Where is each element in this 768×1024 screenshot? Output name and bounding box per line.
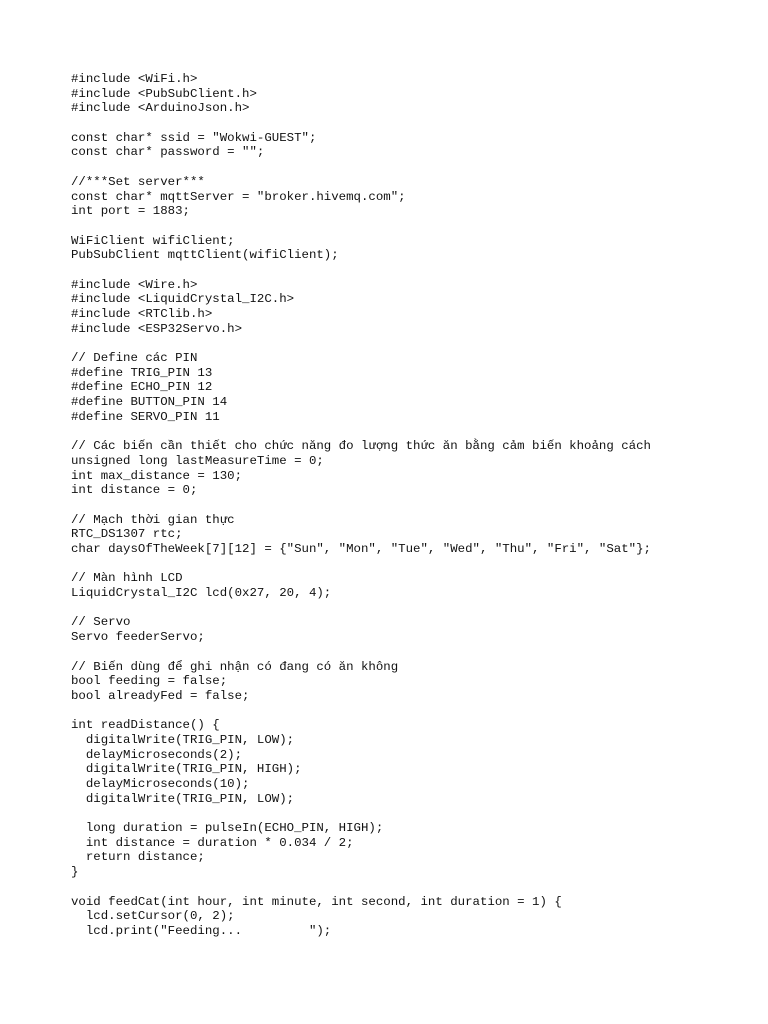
code-line: delayMicroseconds(2); (71, 747, 243, 762)
blank-line (71, 160, 651, 175)
blank-line (71, 116, 651, 131)
code-line: PubSubClient mqttClient(wifiClient); (71, 248, 339, 263)
code-line: return distance; (71, 850, 205, 865)
code-line: // Biến dùng để ghi nhận có đang có ăn không (71, 659, 399, 674)
code-line: delayMicroseconds(10); (71, 777, 250, 791)
code-line: RTC_DS1307 rtc; (71, 527, 183, 542)
code-line: int readDistance() { (71, 718, 220, 733)
code-line: char daysOfTheWeek[7][12] = {"Sun", "Mon", "Tue", "Wed", "Thu", "Fri", "Sat"}; (71, 542, 651, 556)
blank-line (71, 645, 651, 660)
code-line: const char* ssid = "Wokwi-GUEST"; (71, 130, 317, 145)
code-line: #define BUTTON_PIN 14 (71, 395, 228, 410)
code-line: digitalWrite(TRIG_PIN, LOW); (71, 732, 295, 747)
code-line: int distance = 0; (71, 483, 198, 498)
code-line: unsigned long lastMeasureTime = 0; (71, 453, 324, 468)
code-line: const char* password = ""; (71, 145, 265, 160)
code-line: #include <LiquidCrystal_I2C.h> (71, 292, 295, 307)
blank-line (71, 336, 651, 351)
code-line: int port = 1883; (71, 204, 190, 219)
code-line: LiquidCrystal_I2C lcd(0x27, 20, 4); (71, 586, 332, 601)
blank-line (71, 219, 651, 234)
blank-line (71, 880, 651, 895)
code-line: Servo feederServo; (71, 630, 205, 645)
code-line: // Mạch thời gian thực (71, 512, 235, 527)
code-line: WiFiClient wifiClient; (71, 233, 235, 248)
code-line: // Các biến cần thiết cho chức năng đo lượng thức ăn bằng cảm biến khoảng cách (71, 439, 651, 454)
blank-line (71, 601, 651, 616)
code-line: // Servo (71, 615, 131, 630)
code-line: // Màn hình LCD (71, 571, 183, 586)
code-line: bool alreadyFed = false; (71, 688, 250, 703)
blank-line (71, 498, 651, 513)
blank-line (71, 425, 651, 440)
code-line: const char* mqttServer = "broker.hivemq.com"; (71, 189, 406, 204)
code-line: int distance = duration * 0.034 / 2; (71, 835, 354, 850)
code-line: //***Set server*** (71, 174, 205, 189)
code-line: #define TRIG_PIN 13 (71, 365, 213, 380)
code-line: bool feeding = false; (71, 674, 228, 689)
code-line: digitalWrite(TRIG_PIN, HIGH); (71, 762, 302, 777)
code-line: #define ECHO_PIN 12 (71, 380, 213, 395)
code-line: // Define các PIN (71, 351, 198, 366)
blank-line (71, 806, 651, 821)
code-line: lcd.setCursor(0, 2); (71, 909, 235, 924)
code-line: void feedCat(int hour, int minute, int second, int duration = 1) { (71, 894, 562, 909)
code-line: #include <ESP32Servo.h> (71, 321, 243, 336)
blank-line (71, 704, 651, 719)
code-line: #include <WiFi.h> (71, 72, 198, 86)
code-line: #include <Wire.h> (71, 277, 198, 292)
code-line: int max_distance = 130; (71, 468, 243, 483)
code-line: long duration = pulseIn(ECHO_PIN, HIGH); (71, 821, 384, 836)
code-line: } (71, 865, 79, 880)
code-line: lcd.print("Feeding... "); (71, 923, 332, 938)
code-line: #include <ArduinoJson.h> (71, 101, 250, 116)
code-line: digitalWrite(TRIG_PIN, LOW); (71, 791, 295, 806)
code-line: #include <RTClib.h> (71, 307, 213, 321)
code-line: #define SERVO_PIN 11 (71, 409, 220, 424)
blank-line (71, 263, 651, 278)
blank-line (71, 557, 651, 572)
code-line: #include <PubSubClient.h> (71, 86, 257, 101)
source-code-block (71, 72, 651, 939)
